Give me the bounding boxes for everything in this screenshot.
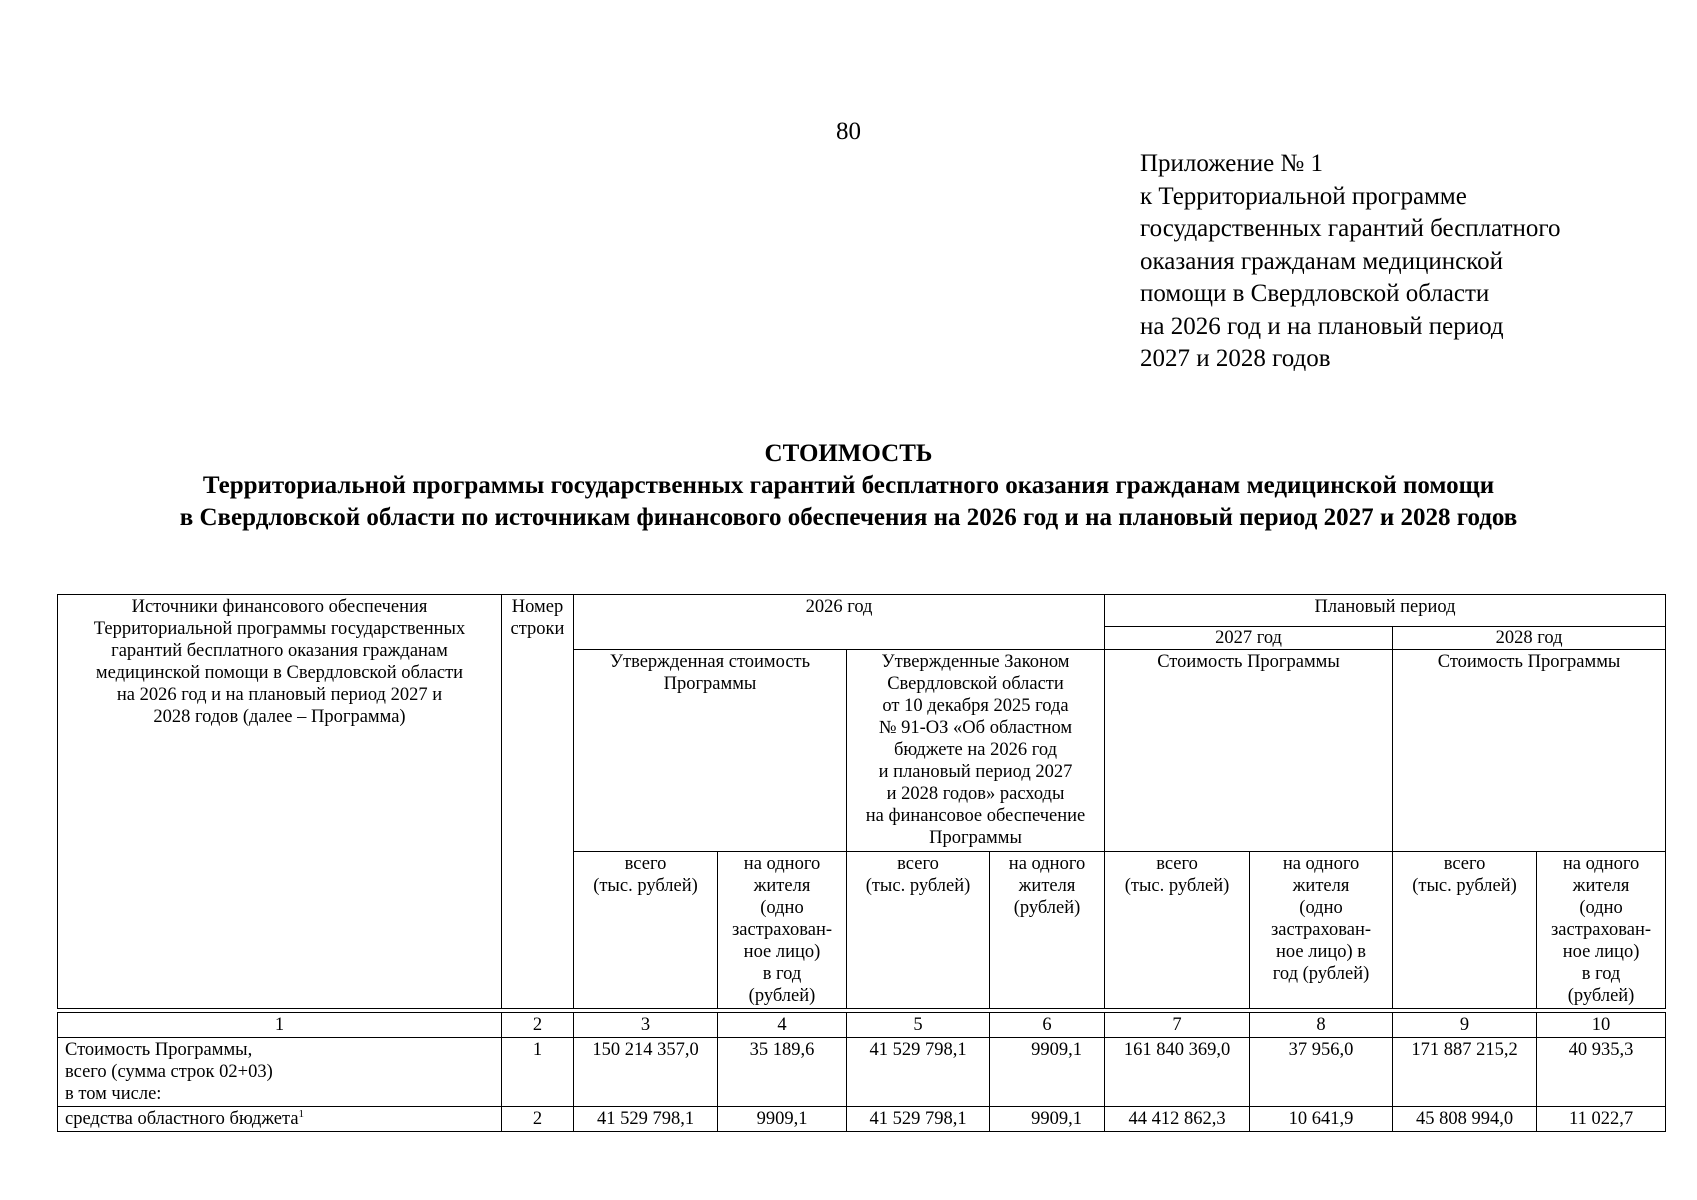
header-source-line: Источники финансового обеспечения [131, 597, 428, 617]
cell-value: 161 840 369,0 [1105, 1038, 1250, 1107]
header-total-2026-law [847, 852, 990, 1009]
column-number: 4 [718, 1013, 847, 1038]
header-row-number-line: Номер [511, 597, 564, 617]
row-number: 1 [502, 1038, 574, 1107]
header-unit-line: жителя [1292, 876, 1350, 896]
row-label-line: всего (сумма строк 02+03) [65, 1062, 273, 1082]
cell-value: 9909,1 [990, 1038, 1105, 1107]
appendix-line: к Территориальной программе [1140, 182, 1467, 210]
header-program-cost-2028: Стоимость Программы [1393, 650, 1666, 852]
header-law-line: бюджете на 2026 год [894, 740, 1057, 760]
row-label-line: Стоимость Программы, [65, 1040, 253, 1060]
header-total-2028 [1393, 852, 1537, 1009]
header-unit-line: застрахован- [731, 920, 833, 940]
header-unit-line: в год [762, 964, 802, 984]
header-law-line: Утвержденные Законом [881, 652, 1070, 672]
header-law-line: № 91-ОЗ «Об областном [878, 718, 1073, 738]
header-unit-line: год (рублей) [1272, 964, 1370, 984]
header-year-2028: 2028 год [1393, 627, 1666, 650]
header-unit-line: всего [1443, 854, 1486, 874]
appendix-line: на 2026 год и на плановый период [1140, 312, 1504, 340]
cell-value: 41 529 798,1 [847, 1107, 990, 1132]
header-year-2026: 2026 год [574, 595, 1105, 650]
header-unit-line: на одного [1282, 854, 1360, 874]
header-per-insured-2027 [1250, 852, 1393, 1009]
header-total-2027 [1105, 852, 1250, 1009]
header-unit-line: жителя [1572, 876, 1630, 896]
column-number: 5 [847, 1013, 990, 1038]
header-row-number [502, 595, 574, 1009]
appendix-line: помощи в Свердловской области [1140, 280, 1490, 307]
row-label-line: в том числе: [65, 1084, 162, 1104]
header-unit-line: всего [897, 854, 939, 874]
header-unit-line: на одного [743, 854, 821, 874]
subtitle-line: в Свердловской области по источникам финансового обеспечения на 2026 год и на плановый период 2027 и 2028 годов [179, 504, 1518, 531]
page-number: 80 [836, 118, 861, 145]
header-source-line: 2028 годов (далее – Программа) [153, 707, 406, 727]
appendix-line: Приложение № 1 [1140, 150, 1324, 177]
cell-value: 37 956,0 [1250, 1038, 1393, 1107]
header-per-resident-2026 [990, 852, 1105, 1009]
header-approved-cost [574, 650, 847, 852]
cell-value: 35 189,6 [718, 1038, 847, 1107]
header-law-line: Свердловской области [887, 674, 1064, 694]
document-title: СТОИМОСТЬ [764, 440, 933, 467]
subtitle-line: Территориальной программы государственных гарантий бесплатного оказания гражданам медицинской помощи [202, 472, 1495, 499]
column-number: 10 [1537, 1013, 1666, 1038]
cell-value: 10 641,9 [1250, 1107, 1393, 1132]
header-law-expenses [847, 650, 1105, 852]
header-unit-line: (тыс. рублей) [1124, 876, 1230, 896]
header-unit-line: жителя [753, 876, 811, 896]
column-number: 7 [1105, 1013, 1250, 1038]
header-unit-line: застрахован- [1551, 920, 1652, 940]
header-total-2026-approved [574, 852, 718, 1009]
header-unit-line: застрахован- [1270, 920, 1372, 940]
header-unit-line: в год [1581, 964, 1621, 984]
header-unit-line: на одного [1562, 854, 1640, 874]
row-label [58, 1107, 502, 1132]
appendix-block [1140, 148, 1680, 376]
cell-value: 41 529 798,1 [574, 1107, 718, 1132]
header-law-line: на финансовое обеспечение [865, 806, 1086, 826]
header-unit-line: на одного [1008, 854, 1086, 874]
header-program-cost-2027: Стоимость Программы [1105, 650, 1393, 852]
column-number: 6 [990, 1013, 1105, 1038]
cell-value: 40 935,3 [1537, 1038, 1666, 1107]
header-law-line: Программы [929, 828, 1022, 848]
cell-value: 41 529 798,1 [847, 1038, 990, 1107]
column-number: 1 [58, 1013, 502, 1038]
header-source-line: медицинской помощи в Свердловской области [95, 663, 464, 683]
cell-value: 9909,1 [990, 1107, 1105, 1132]
header-unit-line: (рублей) [748, 986, 816, 1006]
column-number: 9 [1393, 1013, 1537, 1038]
column-number: 8 [1250, 1013, 1393, 1038]
cell-value: 171 887 215,2 [1393, 1038, 1537, 1107]
header-unit-line: ное лицо) [1562, 942, 1640, 962]
header-unit-line: жителя [1018, 876, 1076, 896]
header-source [58, 595, 502, 1009]
header-unit-line: (одно [760, 898, 804, 918]
header-unit-line: (рублей) [1567, 986, 1635, 1006]
column-number: 3 [574, 1013, 718, 1038]
header-approved-line: Программы [663, 674, 757, 694]
header-unit-line: ное лицо) в [1276, 942, 1367, 962]
header-unit-line: всего [624, 854, 667, 874]
table-row [58, 1038, 1666, 1107]
header-per-insured-2026 [718, 852, 847, 1009]
header-unit-line: (тыс. рублей) [865, 876, 971, 896]
header-per-insured-2028 [1537, 852, 1666, 1009]
header-law-line: от 10 декабря 2025 года [882, 696, 1069, 716]
cost-table [57, 594, 1666, 1132]
cell-value: 9909,1 [718, 1107, 847, 1132]
cell-value: 45 808 994,0 [1393, 1107, 1537, 1132]
header-unit-line: (рублей) [1013, 898, 1081, 918]
header-source-line: Территориальной программы государственных [93, 619, 466, 639]
footnote-marker: 1 [298, 1107, 305, 1120]
cell-value: 150 214 357,0 [574, 1038, 718, 1107]
appendix-line: 2027 и 2028 годов [1140, 345, 1331, 372]
header-unit-line: (одно [1579, 898, 1623, 918]
header-unit-line: (тыс. рублей) [1412, 876, 1517, 896]
header-planned-period: Плановый период [1105, 595, 1666, 627]
header-law-line: и плановый период 2027 [878, 762, 1073, 782]
cell-value: 11 022,7 [1537, 1107, 1666, 1132]
document-subtitle [0, 470, 1697, 534]
header-approved-line: Утвержденная стоимость [609, 652, 811, 672]
header-row-number-line: строки [510, 619, 565, 639]
header-year-2027: 2027 год [1105, 627, 1393, 650]
table-row [58, 1107, 1666, 1132]
cell-value: 44 412 862,3 [1105, 1107, 1250, 1132]
header-unit-line: всего [1156, 854, 1198, 874]
appendix-line: оказания гражданам медицинской [1140, 247, 1504, 275]
row-number: 2 [502, 1107, 574, 1132]
header-source-line: на 2026 год и на плановый период 2027 и [116, 685, 443, 705]
appendix-line: государственных гарантий бесплатного [1140, 215, 1561, 242]
column-number: 2 [502, 1013, 574, 1038]
header-law-line: и 2028 годов» расходы [886, 784, 1065, 804]
header-source-line: гарантий бесплатного оказания гражданам [111, 641, 448, 661]
header-unit-line: (тыс. рублей) [593, 876, 698, 896]
row-label [58, 1038, 502, 1107]
row-label-text: средства областного бюджета [65, 1109, 299, 1129]
header-unit-line: ное лицо) [743, 942, 821, 962]
header-unit-line: (одно [1299, 898, 1343, 918]
